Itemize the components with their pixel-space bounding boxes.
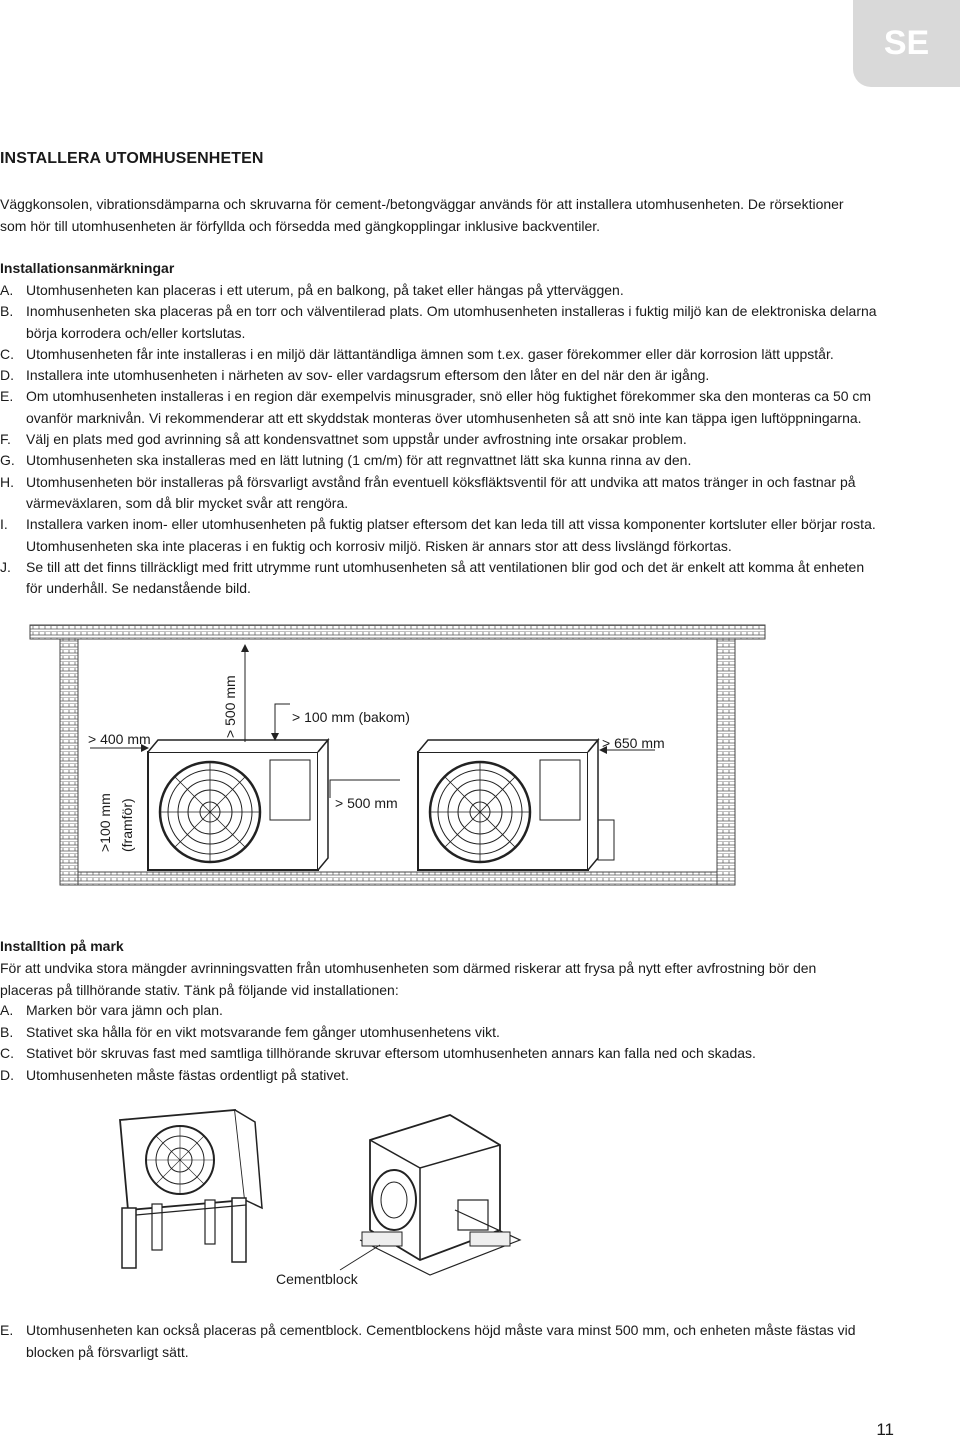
outdoor-unit-left — [148, 740, 328, 870]
label-front-gap-sub: (framför) — [119, 798, 135, 852]
item-text: Utomhusenheten måste fästas ordentligt på stativet. — [26, 1066, 349, 1083]
list-item — [0, 514, 880, 557]
outdoor-unit-right — [418, 740, 614, 870]
dimension-arrow — [275, 704, 290, 740]
label-between-units: > 500 mm — [335, 795, 398, 811]
item-text: Marken bör vara jämn och plan. — [26, 1002, 223, 1018]
language-tab: SE — [853, 0, 960, 87]
item-text: Stativet ska hålla för en vikt motsvarande fem gånger utomhusenhetens vikt. — [26, 1023, 500, 1040]
item-letter: F. — [0, 431, 11, 448]
note-e — [0, 1320, 880, 1363]
item-text: Utomhusenheten kan placeras i ett uterum, på en balkong, på taket eller hängas på ytterväggen. — [26, 282, 624, 298]
item-letter: I. — [0, 516, 8, 533]
item-letter: H. — [0, 473, 14, 490]
item-text: Installera inte utomhusenheten i närheten av sov- eller vardagsrum eftersom den låter en del när den är igång. — [26, 367, 710, 384]
item-text: Stativet bör skruvas fast med samtliga tillhörande skruvar eftersom utomhusenheten annars kan falla ned och skadas. — [26, 1045, 756, 1061]
item-text: Utomhusenheten får inte installeras i en miljö där lättantändliga ämnen som t.ex. gaser förekommer eller där korrosion lätt uppstår. — [26, 345, 834, 362]
list-item — [0, 280, 880, 301]
item-letter: A. — [0, 282, 14, 298]
ground-install-illustration — [0, 1100, 960, 1300]
item-letter: E. — [0, 1322, 14, 1338]
label-top-gap: > 500 mm — [222, 675, 238, 738]
ground-install-intro: För att undvika stora mängder avrinningsvatten från utomhusenheten som därmed riskerar att frysa på nytt efter avfrostning bör den placeras på tillhörande stativ. Tänk på följande vid installationen: — [0, 960, 817, 998]
item-letter: G. — [0, 452, 15, 469]
section-title: INSTALLERA UTOMHUSENHETEN — [0, 150, 264, 167]
installation-notes-list — [0, 280, 880, 599]
item-text: Installera varken inom- eller utomhusenheten på fuktig platser eftersom det kan leda till att vissa komponenter kortsluter eller börjar rosta. Utomhusenheten ska inte placeras i en fuktig och korrosiv miljö. Risken är annars stor att dess livslängd förkortas. — [26, 516, 876, 554]
list-item — [0, 450, 880, 471]
clearance-diagram — [0, 620, 960, 900]
page-number: 11 — [876, 1420, 894, 1439]
ground-install-list — [0, 1000, 880, 1086]
item-letter: B. — [0, 1023, 14, 1040]
item-letter: A. — [0, 1002, 14, 1018]
item-letter: E. — [0, 388, 14, 405]
item-text: Inomhusenheten ska placeras på en torr och välventilerad plats. Om utomhusenheten installeras i fuktig miljö kan de elektroniska delarna börja korrodera och/eller kortslutas. — [26, 303, 877, 341]
list-item — [0, 301, 880, 344]
item-text: Utomhusenheten ska installeras med en lätt lutning (1 cm/m) för att regnvattnet lätt ska kunna rinna av den. — [26, 452, 692, 469]
label-front-gap: >100 mm — [97, 793, 113, 852]
right-wall — [717, 639, 735, 885]
item-text: Utomhusenheten bör installeras på försvarligt avstånd från eventuell köksfläktsventil för att undvika att matos tränger in och fastnar på värmeväxlaren, som då blir mycket svår att rengöra. — [26, 473, 856, 511]
unit-on-stand — [120, 1110, 262, 1268]
left-wall — [60, 639, 78, 885]
list-item — [0, 1043, 880, 1065]
item-letter: D. — [0, 1066, 14, 1083]
ceiling — [30, 625, 765, 639]
list-item — [0, 344, 880, 365]
item-letter: J. — [0, 558, 11, 575]
notes-heading: Installationsanmärkningar — [0, 260, 175, 276]
list-item — [0, 557, 880, 600]
list-item — [0, 472, 880, 515]
item-text: Se till att det finns tillräckligt med fritt utrymme runt utomhusenheten så att ventilationen blir god och det är enkelt att komma åt enheten för underhåll. Se nedanstående bild. — [26, 558, 865, 597]
item-letter: D. — [0, 367, 14, 384]
ground-install-title: Installtion på mark — [0, 938, 124, 954]
item-text: Välj en plats med god avrinning så att kondensvattnet som uppstår under avfrostning inte orsakar problem. — [26, 431, 687, 448]
intro-paragraph: Väggkonsolen, vibrationsdämparna och skruvarna för cement-/betongväggar används för att installera utomhusenheten. De rörsektioner som hör till utomhusenheten är förfyllda och försedda med gängkopplingar inklusive backventiler. — [0, 196, 844, 234]
item-letter: B. — [0, 303, 14, 320]
list-item — [0, 365, 880, 386]
item-letter: C. — [0, 345, 14, 362]
unit-on-cement-block — [276, 1115, 520, 1287]
item-text: Om utomhusenheten installeras i en region där exempelvis minusgrader, snö eller hög fuktighet förekommer ska den monteras ca 50 cm ovanför marknivån. Vi rekommenderar att ett skyddstak monteras över utomhusenheten så att snö inte kan täppa igen luftöppningarna. — [26, 388, 872, 426]
item-letter: C. — [0, 1045, 14, 1061]
cement-block-label: Cementblock — [276, 1271, 358, 1287]
list-item — [0, 1065, 880, 1087]
floor — [78, 872, 717, 885]
list-item — [0, 429, 880, 450]
label-back-gap: > 100 mm (bakom) — [292, 709, 410, 725]
list-item — [0, 1022, 880, 1044]
label-left-gap: > 400 mm — [88, 731, 151, 747]
item-text: Utomhusenheten kan också placeras på cementblock. Cementblockens höjd måste vara minst 500 mm, och enheten måste fästas vid blocken på försvarligt sätt. — [26, 1322, 856, 1360]
list-item — [0, 1000, 880, 1022]
label-right-gap: > 650 mm — [602, 735, 665, 751]
list-item — [0, 386, 880, 429]
